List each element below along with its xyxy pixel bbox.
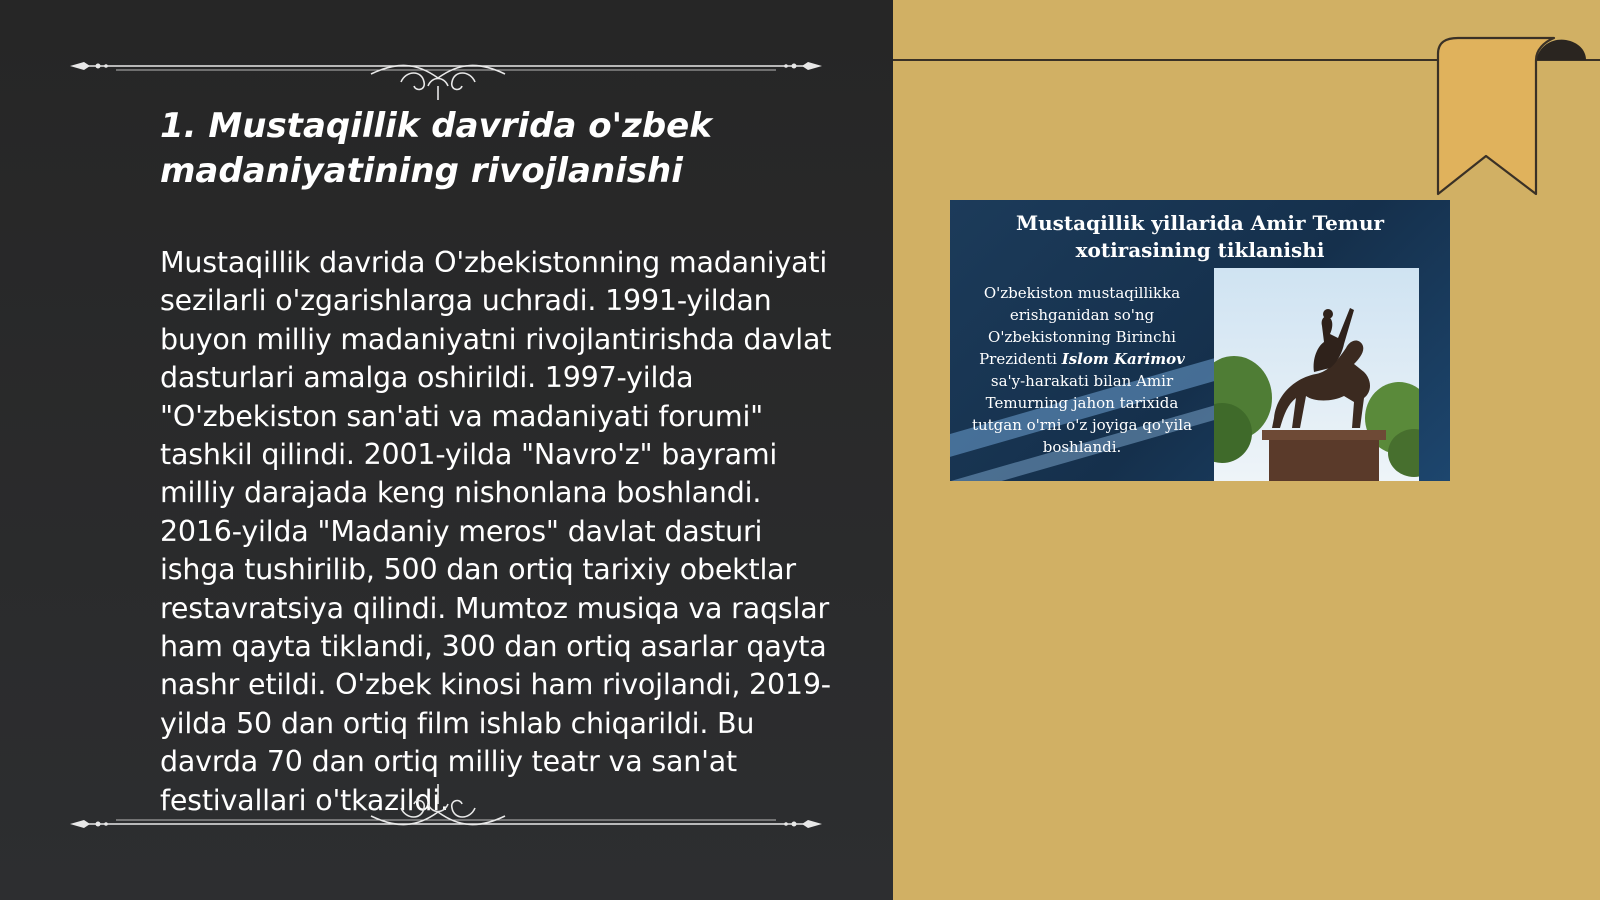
image-card-title-line2: xotirasining tiklanishi — [1075, 238, 1325, 262]
image-card-caption — [962, 282, 1202, 458]
slide-title: 1. Mustaqillik davrida o'zbek madaniyatining rivojlanishi — [160, 106, 712, 191]
bookmark-ribbon-icon — [1436, 36, 1586, 198]
image-card-caption-part2: sa'y-harakati bilan Amir Temurning jahon tarixida tutgan o'rni o'z joyiga qo'yila boshlandi. — [971, 372, 1193, 456]
ornamental-divider-top — [66, 40, 826, 100]
amir-temur-statue-photo — [1214, 268, 1419, 481]
image-card-caption-part1: O'zbekiston mustaqillikka erishganidan so'ng O'zbekistonning Birinchi Prezidenti — [979, 284, 1181, 368]
ornamental-divider-bottom — [66, 776, 826, 836]
image-card-title — [950, 210, 1450, 264]
image-card-caption-name: Islom Karimov — [1061, 350, 1185, 368]
amir-temur-image-card — [950, 200, 1450, 481]
image-card-title-line1: Mustaqillik yillarida Amir Temur — [1015, 211, 1385, 235]
slide-body-text: Mustaqillik davrida O'zbekistonning madaniyati sezilarli o'zgarishlarga uchradi. 1991-yildan buyon milliy madaniyatni rivojlantirishda davlat dasturlari amalga oshirildi. 1997-yilda "O'zbekiston san'ati va madaniyati forumi" tashkil qilindi. 2001-yilda "Navro'z" bayrami milliy darajada keng nishonlana boshlandi. 2016-yilda "Madaniy meros" davlat dasturi ishga tushirilib, 500 dan ortiq tarixiy obektlar restavratsiya qilindi. Mumtoz musiqa va raqslar ham qayta tiklandi, 300 dan ortiq asarlar qayta nashr etildi. O'zbek kinosi ham rivojlandi, 2019-yilda 50 dan ortiq film ishlab chiqarildi. Bu davrda 70 dan ortiq milliy teatr va san'at festivallari o'tkazildi. — [160, 246, 832, 817]
